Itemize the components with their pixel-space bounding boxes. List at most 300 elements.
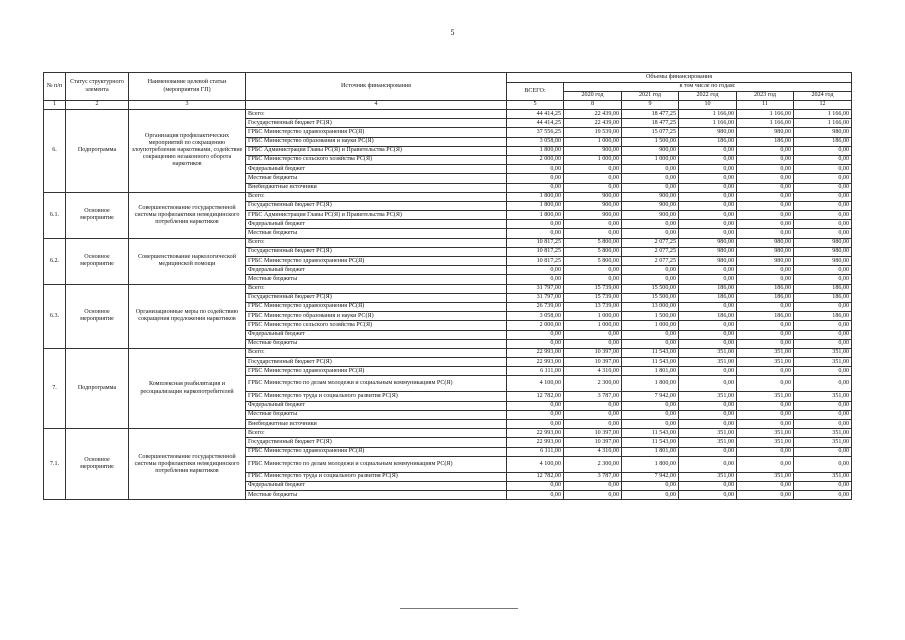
amount-cell: 351,00 xyxy=(794,438,852,447)
amount-cell: 0,00 xyxy=(564,410,622,419)
amount-cell: 12 782,00 xyxy=(507,392,564,401)
funding-source: Местные бюджеты xyxy=(246,275,507,284)
funding-source: ГРБС Министерство труда и социального развития РС(Я) xyxy=(246,472,507,481)
funding-source: Федеральный бюджет xyxy=(246,165,507,174)
amount-cell: 0,00 xyxy=(737,491,794,500)
amount-cell: 0,00 xyxy=(794,367,852,376)
amount-cell: 0,00 xyxy=(507,339,564,348)
amount-cell: 351,00 xyxy=(679,358,737,367)
amount-cell: 0,00 xyxy=(679,183,737,192)
amount-cell: 0,00 xyxy=(737,456,794,472)
amount-cell: 0,00 xyxy=(737,410,794,419)
amount-cell: 0,00 xyxy=(679,481,737,490)
amount-cell: 4 100,00 xyxy=(507,376,564,392)
amount-cell: 351,00 xyxy=(794,348,852,357)
amount-cell: 37 556,25 xyxy=(507,128,564,137)
table-row xyxy=(44,429,852,438)
amount-cell: 2 000,00 xyxy=(507,321,564,330)
amount-cell: 0,00 xyxy=(507,174,564,183)
amount-cell: 900,00 xyxy=(564,192,622,201)
amount-cell: 0,00 xyxy=(564,420,622,429)
group-name: Организация профилактических мероприятий по сокращению злоупотребления наркотиками, содействие сокращению незаконного оборота наркотиков xyxy=(129,110,246,193)
amount-cell: 1 000,00 xyxy=(564,312,622,321)
amount-cell: 351,00 xyxy=(679,438,737,447)
funding-source: Всего: xyxy=(246,429,507,438)
amount-cell: 351,00 xyxy=(737,472,794,481)
amount-cell: 1 500,00 xyxy=(622,312,679,321)
funding-source: Местные бюджеты xyxy=(246,491,507,500)
funding-source: Государственный бюджет РС(Я) xyxy=(246,293,507,302)
amount-cell: 0,00 xyxy=(737,367,794,376)
amount-cell: 0,00 xyxy=(737,275,794,284)
amount-cell: 10 817,25 xyxy=(507,238,564,247)
amount-cell: 15 500,00 xyxy=(622,284,679,293)
amount-cell: 18 477,25 xyxy=(622,119,679,128)
funding-source: Государственный бюджет РС(Я) xyxy=(246,247,507,256)
amount-cell: 11 543,00 xyxy=(622,358,679,367)
amount-cell: 0,00 xyxy=(679,401,737,410)
amount-cell: 351,00 xyxy=(794,429,852,438)
footer-divider xyxy=(400,608,518,609)
amount-cell: 0,00 xyxy=(679,155,737,164)
amount-cell: 0,00 xyxy=(794,266,852,275)
header-year: 2021 год xyxy=(622,92,679,101)
amount-cell: 980,00 xyxy=(679,257,737,266)
amount-cell: 0,00 xyxy=(794,146,852,155)
amount-cell: 1 800,00 xyxy=(622,456,679,472)
amount-cell: 0,00 xyxy=(737,376,794,392)
amount-cell: 0,00 xyxy=(564,229,622,238)
amount-cell: 980,00 xyxy=(737,128,794,137)
amount-cell: 0,00 xyxy=(507,410,564,419)
header-year: 2023 год xyxy=(737,92,794,101)
amount-cell: 0,00 xyxy=(737,330,794,339)
amount-cell: 351,00 xyxy=(737,348,794,357)
amount-cell: 0,00 xyxy=(622,491,679,500)
funding-source: Федеральный бюджет xyxy=(246,330,507,339)
amount-cell: 0,00 xyxy=(737,201,794,210)
amount-cell: 351,00 xyxy=(794,392,852,401)
amount-cell: 351,00 xyxy=(794,472,852,481)
amount-cell: 0,00 xyxy=(622,266,679,275)
funding-source: ГРБС Министерство по делам молодежи и социальным коммуникациям РС(Я) xyxy=(246,376,507,392)
amount-cell: 0,00 xyxy=(794,201,852,210)
column-numbers-row xyxy=(44,101,852,110)
amount-cell: 3 058,00 xyxy=(507,137,564,146)
amount-cell: 0,00 xyxy=(564,275,622,284)
funding-source: ГРБС Администрация Главы РС(Я) и Правительства РС(Я) xyxy=(246,146,507,155)
amount-cell: 980,00 xyxy=(679,247,737,256)
amount-cell: 2 300,00 xyxy=(564,456,622,472)
group-number: 6.1. xyxy=(44,192,66,238)
funding-source: ГРБС Министерство здравоохранения РС(Я) xyxy=(246,447,507,456)
amount-cell: 0,00 xyxy=(794,410,852,419)
amount-cell: 1 166,00 xyxy=(679,110,737,119)
amount-cell: 1 800,00 xyxy=(507,146,564,155)
amount-cell: 0,00 xyxy=(622,275,679,284)
amount-cell: 186,00 xyxy=(679,312,737,321)
amount-cell: 186,00 xyxy=(794,137,852,146)
amount-cell: 15 500,00 xyxy=(622,293,679,302)
amount-cell: 10 397,00 xyxy=(564,438,622,447)
amount-cell: 0,00 xyxy=(564,401,622,410)
amount-cell: 186,00 xyxy=(737,137,794,146)
column-number: 8 xyxy=(564,101,622,110)
amount-cell: 980,00 xyxy=(679,238,737,247)
amount-cell: 0,00 xyxy=(622,339,679,348)
funding-source: ГРБС Министерство сельского хозяйства РС(Я) xyxy=(246,155,507,164)
group-name: Организационные меры по содействию сокращения предложения наркотиков xyxy=(129,284,246,348)
amount-cell: 0,00 xyxy=(564,339,622,348)
amount-cell: 0,00 xyxy=(507,330,564,339)
amount-cell: 0,00 xyxy=(622,401,679,410)
amount-cell: 0,00 xyxy=(507,491,564,500)
group-name: Совершенствование наркологической медицинской помощи xyxy=(129,238,246,284)
amount-cell: 0,00 xyxy=(564,220,622,229)
group-status: Подпрограмма xyxy=(66,110,129,193)
amount-cell: 351,00 xyxy=(737,358,794,367)
header-total: ВСЕГО: xyxy=(507,83,564,101)
funding-source: ГРБС Администрация Главы РС(Я) и Правительства РС(Я) xyxy=(246,211,507,220)
amount-cell: 0,00 xyxy=(737,447,794,456)
header-source: Источник финансирования xyxy=(246,73,507,101)
amount-cell: 5 800,00 xyxy=(564,257,622,266)
amount-cell: 18 477,25 xyxy=(622,110,679,119)
amount-cell: 186,00 xyxy=(679,293,737,302)
funding-source: Всего: xyxy=(246,238,507,247)
amount-cell: 0,00 xyxy=(794,456,852,472)
amount-cell: 0,00 xyxy=(737,420,794,429)
amount-cell: 10 817,25 xyxy=(507,257,564,266)
amount-cell: 900,00 xyxy=(622,192,679,201)
amount-cell: 0,00 xyxy=(679,321,737,330)
amount-cell: 0,00 xyxy=(794,339,852,348)
amount-cell: 10 397,00 xyxy=(564,348,622,357)
amount-cell: 11 543,00 xyxy=(622,438,679,447)
amount-cell: 44 414,25 xyxy=(507,110,564,119)
amount-cell: 0,00 xyxy=(737,229,794,238)
amount-cell: 0,00 xyxy=(564,183,622,192)
amount-cell: 900,00 xyxy=(622,146,679,155)
amount-cell: 0,00 xyxy=(622,174,679,183)
amount-cell: 0,00 xyxy=(679,146,737,155)
funding-source: Местные бюджеты xyxy=(246,410,507,419)
amount-cell: 19 539,00 xyxy=(564,128,622,137)
amount-cell: 0,00 xyxy=(794,211,852,220)
amount-cell: 0,00 xyxy=(622,420,679,429)
amount-cell: 0,00 xyxy=(679,174,737,183)
amount-cell: 0,00 xyxy=(737,220,794,229)
group-status: Основное мероприятие xyxy=(66,238,129,284)
amount-cell: 0,00 xyxy=(794,302,852,311)
amount-cell: 22 993,00 xyxy=(507,429,564,438)
group-number: 6. xyxy=(44,110,66,193)
amount-cell: 22 993,00 xyxy=(507,438,564,447)
funding-source: Всего: xyxy=(246,284,507,293)
amount-cell: 0,00 xyxy=(737,146,794,155)
amount-cell: 0,00 xyxy=(737,481,794,490)
amount-cell: 0,00 xyxy=(679,192,737,201)
amount-cell: 26 739,00 xyxy=(507,302,564,311)
financing-table xyxy=(43,72,852,500)
amount-cell: 3 787,00 xyxy=(564,472,622,481)
funding-source: ГРБС Министерство сельского хозяйства РС(Я) xyxy=(246,321,507,330)
amount-cell: 0,00 xyxy=(737,155,794,164)
amount-cell: 0,00 xyxy=(507,275,564,284)
funding-source: ГРБС Министерство здравоохранения РС(Я) xyxy=(246,128,507,137)
amount-cell: 4 310,00 xyxy=(564,447,622,456)
group-status: Подпрограмма xyxy=(66,348,129,428)
header-year: 2022 год xyxy=(679,92,737,101)
amount-cell: 0,00 xyxy=(794,376,852,392)
header-name: Наименование целевой статьи (мероприятия ГП) xyxy=(129,73,246,101)
amount-cell: 1 800,00 xyxy=(507,201,564,210)
amount-cell: 1 800,00 xyxy=(507,192,564,201)
amount-cell: 0,00 xyxy=(794,330,852,339)
amount-cell: 22 993,00 xyxy=(507,358,564,367)
column-number: 5 xyxy=(507,101,564,110)
column-number: 1 xyxy=(44,101,66,110)
group-name: Совершенствование государственной системы профилактики немедицинского потребления наркотиков xyxy=(129,192,246,238)
amount-cell: 0,00 xyxy=(737,339,794,348)
page-number: 5 xyxy=(450,28,455,37)
amount-cell: 2 077,25 xyxy=(622,238,679,247)
amount-cell: 0,00 xyxy=(794,192,852,201)
amount-cell: 13 000,00 xyxy=(622,302,679,311)
group-status: Основное мероприятие xyxy=(66,284,129,348)
amount-cell: 0,00 xyxy=(679,447,737,456)
group-number: 7. xyxy=(44,348,66,428)
header-status: Статус структурного элемента xyxy=(66,73,129,101)
amount-cell: 0,00 xyxy=(794,491,852,500)
amount-cell: 22 439,00 xyxy=(564,119,622,128)
amount-cell: 0,00 xyxy=(679,456,737,472)
column-number: 9 xyxy=(622,101,679,110)
amount-cell: 351,00 xyxy=(679,429,737,438)
group-status: Основное мероприятие xyxy=(66,192,129,238)
amount-cell: 0,00 xyxy=(679,367,737,376)
funding-source: Внебюджетные источники xyxy=(246,420,507,429)
amount-cell: 0,00 xyxy=(564,165,622,174)
amount-cell: 0,00 xyxy=(507,266,564,275)
amount-cell: 0,00 xyxy=(679,376,737,392)
amount-cell: 0,00 xyxy=(794,165,852,174)
amount-cell: 0,00 xyxy=(564,491,622,500)
amount-cell: 1 166,00 xyxy=(794,119,852,128)
amount-cell: 0,00 xyxy=(622,229,679,238)
table-row xyxy=(44,284,852,293)
amount-cell: 1 000,00 xyxy=(564,321,622,330)
table-row xyxy=(44,238,852,247)
amount-cell: 0,00 xyxy=(794,220,852,229)
amount-cell: 0,00 xyxy=(679,266,737,275)
amount-cell: 0,00 xyxy=(737,183,794,192)
amount-cell: 0,00 xyxy=(737,401,794,410)
amount-cell: 0,00 xyxy=(794,275,852,284)
amount-cell: 15 739,00 xyxy=(564,284,622,293)
amount-cell: 7 942,00 xyxy=(622,472,679,481)
amount-cell: 2 300,00 xyxy=(564,376,622,392)
amount-cell: 7 942,00 xyxy=(622,392,679,401)
amount-cell: 0,00 xyxy=(794,447,852,456)
amount-cell: 0,00 xyxy=(679,201,737,210)
amount-cell: 0,00 xyxy=(679,420,737,429)
column-number: 3 xyxy=(129,101,246,110)
amount-cell: 186,00 xyxy=(794,284,852,293)
column-number: 4 xyxy=(246,101,507,110)
amount-cell: 0,00 xyxy=(794,321,852,330)
amount-cell: 0,00 xyxy=(507,481,564,490)
table-row xyxy=(44,192,852,201)
table-row xyxy=(44,348,852,357)
amount-cell: 31 797,00 xyxy=(507,293,564,302)
amount-cell: 3 787,00 xyxy=(564,392,622,401)
amount-cell: 2 000,00 xyxy=(507,155,564,164)
amount-cell: 0,00 xyxy=(679,330,737,339)
funding-source: ГРБС Министерство здравоохранения РС(Я) xyxy=(246,302,507,311)
amount-cell: 980,00 xyxy=(794,128,852,137)
amount-cell: 186,00 xyxy=(679,137,737,146)
amount-cell: 0,00 xyxy=(679,165,737,174)
amount-cell: 0,00 xyxy=(622,220,679,229)
header-num: № п/п xyxy=(44,73,66,101)
group-number: 6.3. xyxy=(44,284,66,348)
amount-cell: 31 797,00 xyxy=(507,284,564,293)
amount-cell: 4 100,00 xyxy=(507,456,564,472)
amount-cell: 0,00 xyxy=(507,220,564,229)
amount-cell: 1 166,00 xyxy=(737,119,794,128)
funding-source: Государственный бюджет РС(Я) xyxy=(246,438,507,447)
amount-cell: 5 800,00 xyxy=(564,247,622,256)
amount-cell: 0,00 xyxy=(564,330,622,339)
funding-source: Федеральный бюджет xyxy=(246,220,507,229)
amount-cell: 2 077,25 xyxy=(622,257,679,266)
amount-cell: 0,00 xyxy=(794,229,852,238)
amount-cell: 22 439,00 xyxy=(564,110,622,119)
amount-cell: 0,00 xyxy=(679,491,737,500)
amount-cell: 0,00 xyxy=(679,410,737,419)
amount-cell: 0,00 xyxy=(507,420,564,429)
funding-source: Всего: xyxy=(246,192,507,201)
amount-cell: 351,00 xyxy=(679,392,737,401)
amount-cell: 0,00 xyxy=(737,302,794,311)
funding-source: Местные бюджеты xyxy=(246,174,507,183)
amount-cell: 0,00 xyxy=(564,174,622,183)
amount-cell: 1 500,00 xyxy=(622,137,679,146)
table-body xyxy=(44,110,852,500)
amount-cell: 0,00 xyxy=(737,266,794,275)
group-name: Комплексная реабилитация и ресоциализация наркопотребителей xyxy=(129,348,246,428)
amount-cell: 0,00 xyxy=(679,229,737,238)
funding-source: Федеральный бюджет xyxy=(246,266,507,275)
amount-cell: 351,00 xyxy=(794,358,852,367)
amount-cell: 186,00 xyxy=(794,293,852,302)
amount-cell: 900,00 xyxy=(564,211,622,220)
amount-cell: 11 543,00 xyxy=(622,429,679,438)
amount-cell: 0,00 xyxy=(679,211,737,220)
funding-source: ГРБС Министерство образования и науки РС(Я) xyxy=(246,312,507,321)
funding-source: Всего: xyxy=(246,348,507,357)
column-number: 11 xyxy=(737,101,794,110)
amount-cell: 44 414,25 xyxy=(507,119,564,128)
amount-cell: 351,00 xyxy=(737,429,794,438)
amount-cell: 1 800,00 xyxy=(507,211,564,220)
amount-cell: 900,00 xyxy=(564,201,622,210)
amount-cell: 186,00 xyxy=(737,284,794,293)
funding-source: Федеральный бюджет xyxy=(246,481,507,490)
amount-cell: 6 111,00 xyxy=(507,367,564,376)
amount-cell: 0,00 xyxy=(564,481,622,490)
amount-cell: 0,00 xyxy=(794,183,852,192)
amount-cell: 186,00 xyxy=(794,312,852,321)
amount-cell: 0,00 xyxy=(794,174,852,183)
amount-cell: 186,00 xyxy=(737,293,794,302)
amount-cell: 1 166,00 xyxy=(737,110,794,119)
amount-cell: 0,00 xyxy=(679,302,737,311)
amount-cell: 0,00 xyxy=(507,401,564,410)
amount-cell: 351,00 xyxy=(737,392,794,401)
amount-cell: 0,00 xyxy=(737,192,794,201)
amount-cell: 980,00 xyxy=(794,238,852,247)
column-number: 2 xyxy=(66,101,129,110)
amount-cell: 1 800,00 xyxy=(622,376,679,392)
amount-cell: 980,00 xyxy=(679,128,737,137)
amount-cell: 980,00 xyxy=(794,257,852,266)
amount-cell: 2 077,25 xyxy=(622,247,679,256)
amount-cell: 10 817,25 xyxy=(507,247,564,256)
amount-cell: 900,00 xyxy=(622,201,679,210)
group-number: 6.2. xyxy=(44,238,66,284)
amount-cell: 980,00 xyxy=(737,247,794,256)
amount-cell: 351,00 xyxy=(737,438,794,447)
amount-cell: 0,00 xyxy=(679,220,737,229)
header-volumes: Объемы финансирования xyxy=(507,73,852,83)
amount-cell: 12 782,00 xyxy=(507,472,564,481)
funding-source: Государственный бюджет РС(Я) xyxy=(246,119,507,128)
funding-source: Государственный бюджет РС(Я) xyxy=(246,358,507,367)
funding-source: Государственный бюджет РС(Я) xyxy=(246,201,507,210)
amount-cell: 351,00 xyxy=(679,348,737,357)
funding-source: Местные бюджеты xyxy=(246,339,507,348)
amount-cell: 1 166,00 xyxy=(794,110,852,119)
amount-cell: 0,00 xyxy=(794,420,852,429)
funding-source: ГРБС Министерство образования и науки РС(Я) xyxy=(246,137,507,146)
table-header xyxy=(44,73,852,110)
amount-cell: 11 543,00 xyxy=(622,348,679,357)
group-number: 7.1. xyxy=(44,429,66,500)
amount-cell: 0,00 xyxy=(622,165,679,174)
header-year: 2024 год xyxy=(794,92,852,101)
amount-cell: 0,00 xyxy=(794,481,852,490)
amount-cell: 22 993,00 xyxy=(507,348,564,357)
amount-cell: 3 058,00 xyxy=(507,312,564,321)
amount-cell: 0,00 xyxy=(679,339,737,348)
amount-cell: 1 801,00 xyxy=(622,447,679,456)
amount-cell: 15 077,25 xyxy=(622,128,679,137)
amount-cell: 0,00 xyxy=(564,266,622,275)
amount-cell: 0,00 xyxy=(737,174,794,183)
header-incl-years: в том числе по годам: xyxy=(564,83,852,92)
amount-cell: 0,00 xyxy=(737,211,794,220)
amount-cell: 0,00 xyxy=(622,481,679,490)
amount-cell: 0,00 xyxy=(622,410,679,419)
amount-cell: 351,00 xyxy=(679,472,737,481)
amount-cell: 0,00 xyxy=(622,183,679,192)
amount-cell: 1 000,00 xyxy=(622,321,679,330)
amount-cell: 4 310,00 xyxy=(564,367,622,376)
header-year: 2020 год xyxy=(564,92,622,101)
amount-cell: 1 000,00 xyxy=(564,137,622,146)
